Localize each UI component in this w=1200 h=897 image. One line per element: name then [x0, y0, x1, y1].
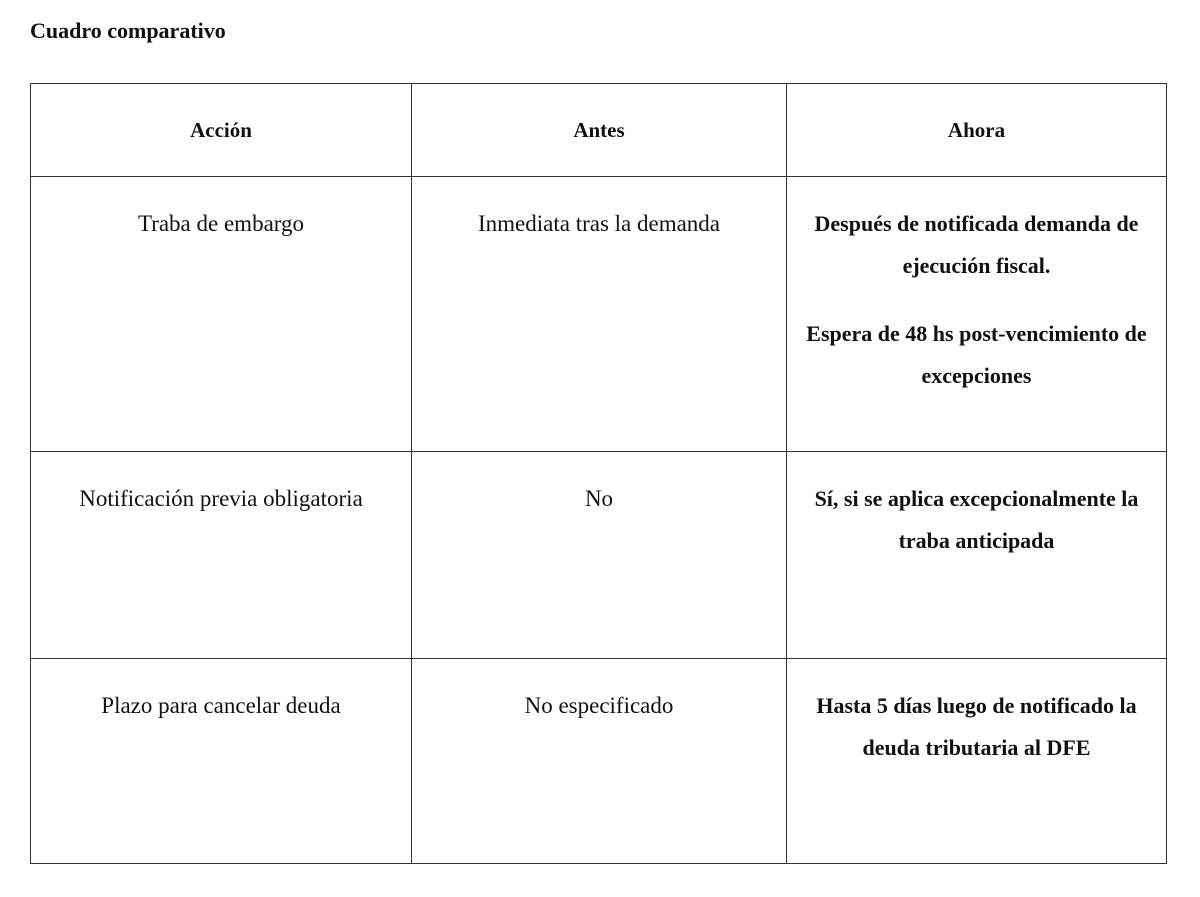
header-accion: Acción — [31, 84, 412, 177]
table-row — [31, 659, 1167, 864]
header-ahora: Ahora — [787, 84, 1167, 177]
cell-ahora — [787, 452, 1167, 659]
table-header-row — [31, 84, 1167, 177]
cell-ahora — [787, 659, 1167, 864]
page-title: Cuadro comparativo — [30, 18, 226, 43]
cell-accion: Traba de embargo — [31, 177, 412, 452]
cell-ahora-paragraph: Hasta 5 días luego de notificado la deuda tributaria al DFE — [816, 693, 1137, 760]
cell-ahora-paragraph: Sí, si se aplica excepcionalmente la traba anticipada — [814, 486, 1139, 553]
table-row — [31, 452, 1167, 659]
cell-antes: Inmediata tras la demanda — [412, 177, 787, 452]
cell-antes: No — [412, 452, 787, 659]
table-row — [31, 177, 1167, 452]
cell-ahora-paragraph: Después de notificada demanda de ejecución fiscal. — [814, 211, 1139, 278]
header-antes: Antes — [412, 84, 787, 177]
cell-accion: Plazo para cancelar deuda — [31, 659, 412, 864]
comparison-table — [30, 83, 1167, 864]
cell-accion: Notificación previa obligatoria — [31, 452, 412, 659]
cell-antes: No especificado — [412, 659, 787, 864]
cell-ahora — [787, 177, 1167, 452]
cell-ahora-paragraph: Espera de 48 hs post-vencimiento de excepciones — [806, 321, 1147, 388]
